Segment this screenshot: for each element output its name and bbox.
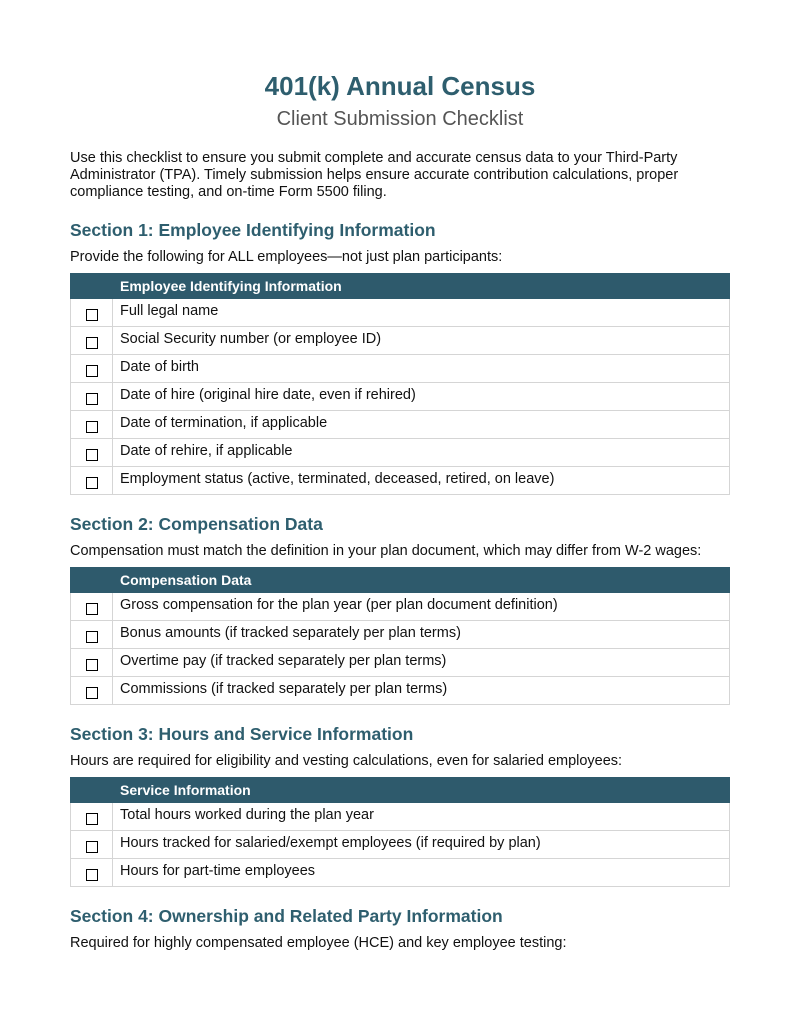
table-header: Service Information: [113, 778, 730, 803]
checklist-item-label: Date of birth: [113, 355, 730, 383]
table-row: [71, 383, 730, 411]
checklist-item-label: Hours for part-time employees: [113, 859, 730, 887]
checkbox[interactable]: [86, 421, 98, 433]
checkbox-cell: [71, 355, 113, 383]
checklist-item-label: Commissions (if tracked separately per plan terms): [113, 677, 730, 705]
checkbox[interactable]: [86, 337, 98, 349]
section-description: Hours are required for eligibility and vesting calculations, even for salaried employees:: [70, 753, 623, 769]
table-row: [71, 411, 730, 439]
checklist-item-label: Full legal name: [113, 299, 730, 327]
checkbox-cell: [71, 831, 113, 859]
checkbox-cell: [71, 299, 113, 327]
table-row: [71, 593, 730, 621]
checkbox[interactable]: [86, 449, 98, 461]
checkbox-cell: [71, 677, 113, 705]
checklist-item-label: Overtime pay (if tracked separately per plan terms): [113, 649, 730, 677]
checkbox[interactable]: [86, 841, 98, 853]
table-row: [71, 327, 730, 355]
checkbox[interactable]: [86, 365, 98, 377]
checkbox[interactable]: [86, 659, 98, 671]
header-checkbox-cell: [71, 778, 113, 803]
page-subtitle: Client Submission Checklist: [276, 108, 524, 130]
intro-paragraph: Use this checklist to ensure you submit complete and accurate census data to your Third-Party Administrator (TPA). Timely submission helps ensure accurate contribution calculations, proper compliance testing, and on-time Form 5500 filing.: [70, 150, 679, 200]
checklist-item-label: Date of rehire, if applicable: [113, 439, 730, 467]
checkbox[interactable]: [86, 309, 98, 321]
table-row: [71, 621, 730, 649]
section-description: Required for highly compensated employee (HCE) and key employee testing:: [70, 935, 567, 951]
table-row: [71, 299, 730, 327]
checkbox[interactable]: [86, 687, 98, 699]
table-row: [71, 649, 730, 677]
checklist-item-label: Date of hire (original hire date, even if rehired): [113, 383, 730, 411]
checkbox[interactable]: [86, 869, 98, 881]
section-2: [70, 513, 730, 705]
checklist-item-label: Gross compensation for the plan year (per plan document definition): [113, 593, 730, 621]
table-header: Compensation Data: [113, 568, 730, 593]
section-heading: Section 1: Employee Identifying Information: [70, 220, 436, 240]
checklist-table: [70, 567, 730, 705]
checkbox-cell: [71, 593, 113, 621]
header-checkbox-cell: [71, 274, 113, 299]
checkbox-cell: [71, 803, 113, 831]
checklist-item-label: Total hours worked during the plan year: [113, 803, 730, 831]
section-description: Provide the following for ALL employees—not just plan participants:: [70, 249, 503, 265]
checkbox-cell: [71, 327, 113, 355]
checkbox[interactable]: [86, 631, 98, 643]
checkbox[interactable]: [86, 813, 98, 825]
checkbox-cell: [71, 439, 113, 467]
checkbox[interactable]: [86, 603, 98, 615]
section-4: [70, 905, 730, 952]
table-header-row: [71, 778, 730, 803]
table-header: Employee Identifying Information: [113, 274, 730, 299]
table-row: [71, 859, 730, 887]
table-header-row: [71, 274, 730, 299]
table-header-row: [71, 568, 730, 593]
checkbox-cell: [71, 859, 113, 887]
section-heading: Section 3: Hours and Service Information: [70, 724, 414, 744]
table-row: [71, 439, 730, 467]
table-row: [71, 467, 730, 495]
checkbox-cell: [71, 649, 113, 677]
checklist-table: [70, 273, 730, 495]
checkbox-cell: [71, 621, 113, 649]
checklist-item-label: Bonus amounts (if tracked separately per plan terms): [113, 621, 730, 649]
section-heading: Section 4: Ownership and Related Party Information: [70, 906, 503, 926]
checkbox-cell: [71, 467, 113, 495]
table-row: [71, 677, 730, 705]
checkbox[interactable]: [86, 393, 98, 405]
section-heading: Section 2: Compensation Data: [70, 514, 323, 534]
table-row: [71, 355, 730, 383]
section-3: [70, 723, 730, 887]
table-row: [71, 803, 730, 831]
page-title: 401(k) Annual Census: [264, 71, 536, 101]
section-1: [70, 219, 730, 495]
checklist-table: [70, 777, 730, 887]
checkbox[interactable]: [86, 477, 98, 489]
table-row: [71, 831, 730, 859]
section-description: Compensation must match the definition in your plan document, which may differ from W-2 wages:: [70, 543, 702, 559]
checklist-item-label: Hours tracked for salaried/exempt employees (if required by plan): [113, 831, 730, 859]
checklist-item-label: Social Security number (or employee ID): [113, 327, 730, 355]
checklist-item-label: Employment status (active, terminated, deceased, retired, on leave): [113, 467, 730, 495]
checkbox-cell: [71, 383, 113, 411]
checkbox-cell: [71, 411, 113, 439]
header-checkbox-cell: [71, 568, 113, 593]
checklist-item-label: Date of termination, if applicable: [113, 411, 730, 439]
